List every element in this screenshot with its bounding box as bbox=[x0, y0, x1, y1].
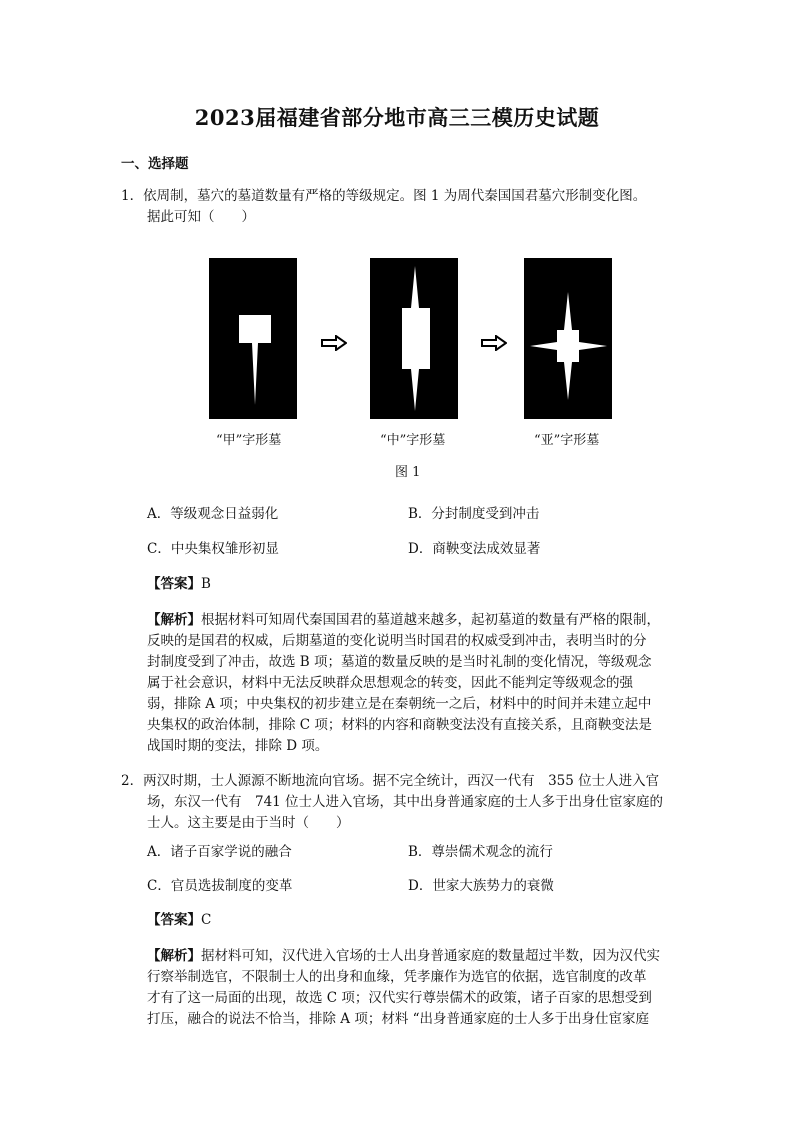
q2-analysis-line: 才有了这一局面的出现，故选 C 项；汉代实行尊崇儒术的政策，诸子百家的思想受到 bbox=[147, 990, 652, 1006]
q1-analysis-line: 战国时期的变法，排除 D 项。 bbox=[147, 738, 329, 754]
analysis-tag: 【解析】 bbox=[147, 948, 201, 964]
q1-analysis-line: 封制度受到了冲击，故选 B 项；墓道的数量反映的是当时礼制的变化情况，等级观念 bbox=[147, 654, 652, 670]
answer-tag: 【答案】 bbox=[147, 576, 201, 592]
q2-stem-line-2: 场，东汉一代有 741 位士人进入官场，其中出身普通家庭的士人多于出身仕宦家庭的 bbox=[147, 794, 664, 810]
figure-caption-zhong: “中”字形墓 bbox=[380, 433, 446, 448]
q1-analysis-line: 弱，排除 A 项；中央集权的初步建立是在秦朝统一之后，材料中的时间并未建立起中 bbox=[147, 696, 652, 712]
figure-caption-ya: “亚”字形墓 bbox=[534, 433, 600, 448]
figure-label: 图 1 bbox=[395, 465, 421, 480]
tomb-zhong-diagram bbox=[370, 258, 458, 419]
q1-option-c[interactable]: C．中央集权雏形初显 bbox=[147, 541, 279, 557]
q1-stem-line-2: 据此可知（ ） bbox=[147, 209, 255, 225]
q2-option-a[interactable]: A．诸子百家学说的融合 bbox=[147, 844, 292, 860]
q2-option-c[interactable]: C．官员选拔制度的变革 bbox=[147, 878, 293, 894]
arrow-right-icon-2 bbox=[481, 335, 507, 355]
q2-answer-value: C bbox=[201, 912, 212, 928]
q2-stem-line-1: 2．两汉时期，士人源源不断地流向官场。据不完全统计，西汉一代有 355 位士人进入官 bbox=[121, 773, 660, 789]
q2-stem-line-3: 士人。这主要是由于当时（ ） bbox=[147, 815, 350, 831]
answer-tag: 【答案】 bbox=[147, 912, 201, 928]
q1-stem-line-1: 1．依周制，墓穴的墓道数量有严格的等级规定。图 1 为周代秦国国君墓穴形制变化图。 bbox=[121, 188, 647, 204]
q2-answer bbox=[147, 910, 211, 930]
q1-option-a[interactable]: A．等级观念日益弱化 bbox=[147, 506, 279, 522]
q2-analysis-line: 行察举制选官，不限制士人的出身和血缘，凭孝廉作为选官的依据，选官制度的改革 bbox=[147, 969, 647, 985]
q1-answer bbox=[147, 574, 211, 594]
q2-analysis-line-1: 【解析】据材料可知，汉代进入官场的士人出身普通家庭的数量超过半数，因为汉代实 bbox=[147, 948, 660, 964]
section-heading: 一、选择题 bbox=[121, 156, 189, 172]
q2-option-d[interactable]: D．世家大族势力的衰微 bbox=[408, 878, 554, 894]
q2-option-b[interactable]: B．尊崇儒术观念的流行 bbox=[408, 844, 553, 860]
q1-answer-value: B bbox=[201, 576, 211, 592]
q2-analysis-line: 打压，融合的说法不恰当，排除 A 项；材料 “出身普通家庭的士人多于出身仕宦家庭 bbox=[147, 1011, 650, 1027]
q1-analysis-line-1: 【解析】根据材料可知周代秦国国君的墓道越来越多，起初墓道的数量有严格的限制， bbox=[147, 612, 660, 628]
figure-caption-jia: “甲”字形墓 bbox=[216, 433, 282, 448]
q1-option-d[interactable]: D．商鞅变法成效显著 bbox=[408, 541, 541, 557]
q1-analysis-line: 属于社会意识，材料中无法反映群众思想观念的转变，因此不能判定等级观念的强 bbox=[147, 675, 633, 691]
q1-analysis-line: 反映的是国君的权威，后期墓道的变化说明当时国君的权威受到冲击，表明当时的分 bbox=[147, 633, 647, 649]
q1-analysis-line: 央集权的政治体制，排除 C 项；材料的内容和商鞅变法没有直接关系，且商鞅变法是 bbox=[147, 717, 652, 733]
arrow-right-icon-1 bbox=[321, 335, 347, 355]
analysis-tag: 【解析】 bbox=[147, 612, 201, 628]
tomb-jia-diagram bbox=[209, 258, 297, 419]
page-title: 2023届福建省部分地市高三三模历史试题 bbox=[194, 105, 600, 130]
q1-option-b[interactable]: B．分封制度受到冲击 bbox=[408, 506, 540, 522]
tomb-ya-diagram bbox=[524, 258, 612, 419]
